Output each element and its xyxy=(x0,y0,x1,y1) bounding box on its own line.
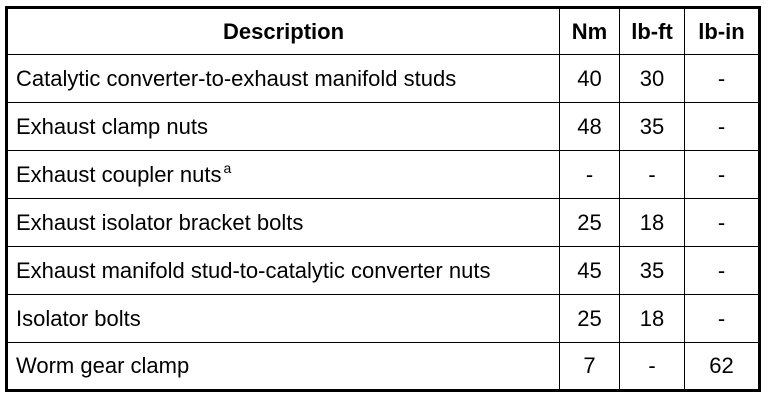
cell-lb-in: - xyxy=(685,247,760,295)
description-text: Catalytic converter-to-exhaust manifold studs xyxy=(16,65,457,91)
cell-lb-in: - xyxy=(685,55,760,103)
cell-description xyxy=(7,247,560,295)
header-lb-in: lb-in xyxy=(685,8,760,55)
cell-nm: 7 xyxy=(560,343,620,391)
table-row xyxy=(7,295,760,343)
description-text: Exhaust coupler nuts xyxy=(16,161,222,187)
cell-lb-ft: 18 xyxy=(620,295,685,343)
cell-lb-ft: 35 xyxy=(620,247,685,295)
cell-nm: 45 xyxy=(560,247,620,295)
cell-nm: 48 xyxy=(560,103,620,151)
table-row xyxy=(7,151,760,199)
cell-nm: 25 xyxy=(560,295,620,343)
cell-lb-ft: - xyxy=(620,343,685,391)
table-row xyxy=(7,247,760,295)
cell-description xyxy=(7,199,560,247)
description-text: Worm gear clamp xyxy=(16,353,190,378)
cell-lb-in: - xyxy=(685,103,760,151)
description-text: Exhaust isolator bracket bolts xyxy=(16,209,304,235)
table-header-row xyxy=(7,8,760,55)
description-text: Exhaust clamp nuts xyxy=(16,113,208,139)
torque-specifications-table xyxy=(5,6,761,392)
cell-lb-in: - xyxy=(685,295,760,343)
cell-lb-ft: 35 xyxy=(620,103,685,151)
table-row xyxy=(7,103,760,151)
cell-lb-ft: 30 xyxy=(620,55,685,103)
header-lb-ft: lb-ft xyxy=(620,8,685,55)
table-row xyxy=(7,199,760,247)
header-description: Description xyxy=(7,8,560,55)
cell-lb-ft: 18 xyxy=(620,199,685,247)
table-row xyxy=(7,55,760,103)
cell-description xyxy=(7,103,560,151)
header-nm: Nm xyxy=(560,8,620,55)
cell-nm: 40 xyxy=(560,55,620,103)
cell-description xyxy=(7,55,560,103)
cell-nm: 25 xyxy=(560,199,620,247)
description-text: Isolator bolts xyxy=(16,305,141,331)
cell-description xyxy=(7,151,560,199)
description-text: Exhaust manifold stud-to-catalytic converter nuts xyxy=(16,257,491,283)
cell-description xyxy=(7,343,560,391)
cell-nm: - xyxy=(560,151,620,199)
table-row xyxy=(7,343,760,391)
table-body xyxy=(7,55,760,391)
cell-lb-in: 62 xyxy=(685,343,760,391)
cell-lb-in: - xyxy=(685,151,760,199)
footnote-marker: a xyxy=(223,159,232,176)
cell-lb-in: - xyxy=(685,199,760,247)
cell-lb-ft: - xyxy=(620,151,685,199)
cell-description xyxy=(7,295,560,343)
